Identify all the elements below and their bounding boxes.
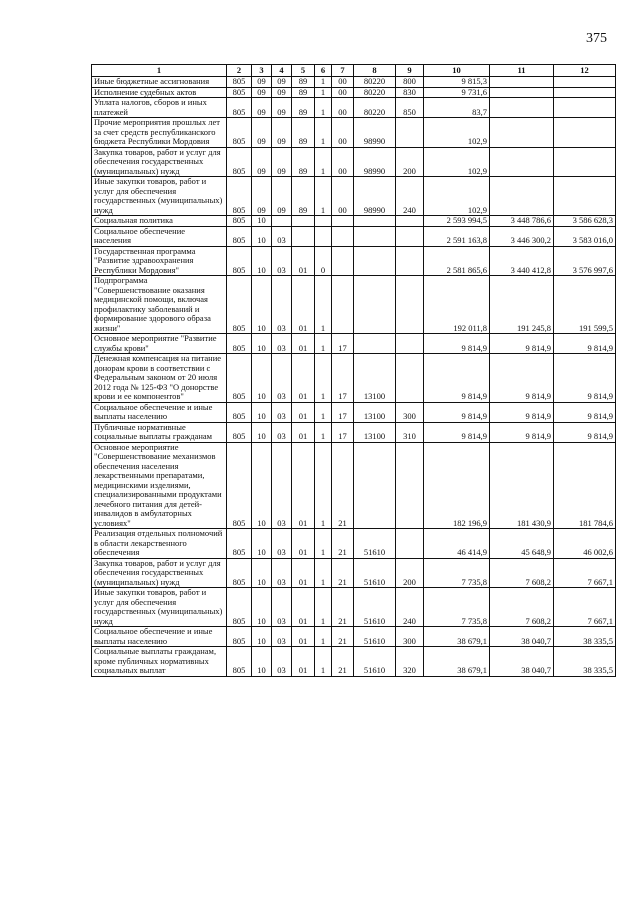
table-cell: 102,9 [424,118,490,148]
table-cell: 9 814,9 [554,422,616,442]
table-cell: 3 446 300,2 [490,226,554,246]
table-cell: 9 814,9 [554,354,616,403]
table-cell: 300 [396,402,424,422]
table-cell: 9 814,9 [490,402,554,422]
table-row [92,147,616,177]
table-cell: 21 [332,529,354,559]
table-cell [554,118,616,148]
table-cell: 80220 [354,98,396,118]
table-cell: 7 735,8 [424,558,490,588]
table-cell [332,276,354,334]
table-cell: 01 [292,354,315,403]
table-cell: 805 [227,246,252,276]
table-cell [396,334,424,354]
table-cell: 89 [292,177,315,216]
table-cell: 10 [252,627,272,647]
table-cell: 240 [396,177,424,216]
row-name-cell: Иные закупки товаров, работ и услуг для обеспечения государственных (муниципальных) нужд [92,177,227,216]
table-cell [396,354,424,403]
table-cell: 7 608,2 [490,588,554,627]
table-cell [354,334,396,354]
table-cell: 805 [227,529,252,559]
table-cell: 10 [252,529,272,559]
table-cell: 01 [292,529,315,559]
table-cell: 51610 [354,588,396,627]
column-header: 3 [252,65,272,77]
table-cell [354,442,396,529]
row-name-cell: Основное мероприятие "Развитие службы крови" [92,334,227,354]
table-cell: 3 586 628,3 [554,216,616,227]
table-cell: 00 [332,87,354,98]
table-cell: 3 440 412,8 [490,246,554,276]
table-cell: 89 [292,98,315,118]
table-cell [396,226,424,246]
table-row [92,87,616,98]
table-cell: 38 679,1 [424,627,490,647]
table-row [92,402,616,422]
table-cell: 09 [252,77,272,88]
table-cell: 01 [292,246,315,276]
table-row [92,98,616,118]
row-name-cell: Исполнение судебных актов [92,87,227,98]
table-cell: 10 [252,276,272,334]
table-cell: 38 040,7 [490,647,554,677]
table-cell: 01 [292,588,315,627]
table-cell: 10 [252,246,272,276]
table-cell: 21 [332,627,354,647]
table-cell [354,246,396,276]
table-cell: 98990 [354,118,396,148]
table-cell: 102,9 [424,177,490,216]
table-cell: 1 [315,558,332,588]
table-cell: 03 [272,558,292,588]
table-cell [396,246,424,276]
table-cell: 9 814,9 [490,354,554,403]
table-cell: 240 [396,588,424,627]
table-cell [354,276,396,334]
table-cell: 2 593 994,5 [424,216,490,227]
row-name-cell: Социальная политика [92,216,227,227]
column-header: 10 [424,65,490,77]
table-cell: 1 [315,442,332,529]
column-header: 8 [354,65,396,77]
table-cell: 7 735,8 [424,588,490,627]
table-cell: 09 [272,118,292,148]
row-name-cell: Социальное обеспечение и иные выплаты населению [92,627,227,647]
table-cell [396,216,424,227]
table-cell: 21 [332,558,354,588]
table-cell: 9 814,9 [490,334,554,354]
table-row [92,226,616,246]
table-cell: 1 [315,422,332,442]
table-cell [554,98,616,118]
table-cell: 9 814,9 [424,422,490,442]
table-cell: 1 [315,354,332,403]
table-cell: 805 [227,402,252,422]
table-cell: 03 [272,627,292,647]
table-cell: 200 [396,558,424,588]
table-cell [490,177,554,216]
table-cell: 09 [252,118,272,148]
table-cell: 10 [252,226,272,246]
table-cell: 89 [292,87,315,98]
table-cell: 80220 [354,87,396,98]
table-cell: 1 [315,588,332,627]
table-cell: 805 [227,558,252,588]
table-cell: 03 [272,442,292,529]
table-cell [490,118,554,148]
table-cell: 805 [227,87,252,98]
table-cell: 1 [315,118,332,148]
table-cell: 805 [227,147,252,177]
table-cell: 00 [332,98,354,118]
table-cell: 850 [396,98,424,118]
table-cell [554,87,616,98]
table-cell: 805 [227,647,252,677]
column-header: 7 [332,65,354,77]
table-cell: 1 [315,177,332,216]
table-cell: 10 [252,558,272,588]
row-name-cell: Иные закупки товаров, работ и услуг для обеспечения государственных (муниципальных) нужд [92,588,227,627]
table-cell [354,226,396,246]
table-cell: 17 [332,334,354,354]
table-cell: 01 [292,334,315,354]
column-header: 2 [227,65,252,77]
table-cell: 80220 [354,77,396,88]
table-cell: 38 679,1 [424,647,490,677]
table-cell: 01 [292,558,315,588]
table-cell: 00 [332,77,354,88]
table-cell [315,216,332,227]
table-cell: 46 002,6 [554,529,616,559]
table-cell: 09 [272,147,292,177]
table-cell: 09 [272,98,292,118]
table-cell: 9 814,9 [424,334,490,354]
table-cell: 51610 [354,558,396,588]
table-cell: 10 [252,402,272,422]
table-cell: 98990 [354,147,396,177]
table-cell: 1 [315,77,332,88]
column-header: 11 [490,65,554,77]
table-cell: 03 [272,246,292,276]
table-cell: 01 [292,627,315,647]
row-name-cell: Публичные нормативные социальные выплаты гражданам [92,422,227,442]
table-cell: 38 040,7 [490,627,554,647]
table-cell: 0 [315,246,332,276]
table-cell [396,442,424,529]
table-cell: 09 [272,177,292,216]
table-cell [490,147,554,177]
table-cell: 10 [252,588,272,627]
column-header: 1 [92,65,227,77]
table-cell: 102,9 [424,147,490,177]
table-cell: 181 784,6 [554,442,616,529]
table-cell: 320 [396,647,424,677]
column-header: 5 [292,65,315,77]
table-cell: 00 [332,177,354,216]
table-cell: 9 814,9 [424,354,490,403]
table-cell: 09 [252,87,272,98]
row-name-cell: Прочие мероприятия прошлых лет за счет средств республиканского бюджета Республики Мордовия [92,118,227,148]
table-cell: 38 335,5 [554,647,616,677]
table-row [92,216,616,227]
table-cell: 03 [272,226,292,246]
table-cell: 191 245,8 [490,276,554,334]
table-cell: 10 [252,647,272,677]
table-cell: 01 [292,442,315,529]
row-name-cell: Иные бюджетные ассигнования [92,77,227,88]
table-cell: 21 [332,442,354,529]
table-cell: 1 [315,627,332,647]
table-cell [490,77,554,88]
table-cell: 21 [332,588,354,627]
table-row [92,177,616,216]
table-cell [554,147,616,177]
table-cell [332,216,354,227]
table-cell: 181 430,9 [490,442,554,529]
row-name-cell: Подпрограмма "Совершенствование оказания медицинской помощи, включая профилактику заболеваний и формирование здорового образа жизни" [92,276,227,334]
table-cell: 1 [315,276,332,334]
table-cell: 805 [227,98,252,118]
table-cell: 9 814,9 [554,402,616,422]
table-row [92,558,616,588]
table-cell: 01 [292,422,315,442]
table-row [92,118,616,148]
table-cell: 805 [227,334,252,354]
table-row [92,442,616,529]
table-cell: 89 [292,118,315,148]
table-cell: 21 [332,647,354,677]
table-cell: 9 731,6 [424,87,490,98]
table-cell: 38 335,5 [554,627,616,647]
row-name-cell: Закупка товаров, работ и услуг для обеспечения государственных (муниципальных) нужд [92,147,227,177]
table-row [92,627,616,647]
table-row [92,77,616,88]
table-cell: 89 [292,147,315,177]
table-row [92,334,616,354]
table-cell: 09 [252,98,272,118]
table-cell: 805 [227,422,252,442]
table-cell [332,246,354,276]
table-cell: 805 [227,627,252,647]
page-number: 375 [586,31,607,46]
table-cell: 51610 [354,627,396,647]
table-cell: 1 [315,98,332,118]
table-cell: 00 [332,118,354,148]
table-cell: 09 [272,87,292,98]
table-cell: 9 815,3 [424,77,490,88]
table-cell: 2 591 163,8 [424,226,490,246]
table-cell: 51610 [354,529,396,559]
table-cell: 191 599,5 [554,276,616,334]
table-cell: 7 667,1 [554,558,616,588]
table-cell: 13100 [354,354,396,403]
column-header: 9 [396,65,424,77]
table-cell: 01 [292,647,315,677]
table-cell: 1 [315,334,332,354]
table-cell: 10 [252,422,272,442]
table-cell: 805 [227,177,252,216]
table-cell: 10 [252,216,272,227]
table-cell: 200 [396,147,424,177]
table-cell: 9 814,9 [424,402,490,422]
table-cell [354,216,396,227]
table-cell: 805 [227,276,252,334]
table-cell: 805 [227,226,252,246]
table-cell [315,226,332,246]
table-cell: 17 [332,354,354,403]
table-cell: 9 814,9 [554,334,616,354]
table-cell: 805 [227,216,252,227]
table-cell: 7 608,2 [490,558,554,588]
table-cell: 1 [315,529,332,559]
table-cell: 98990 [354,177,396,216]
table-cell: 17 [332,402,354,422]
table-row [92,529,616,559]
table-cell: 09 [252,177,272,216]
table-cell: 83,7 [424,98,490,118]
row-name-cell: Денежная компенсация на питание донорам крови в соответствии с Федеральным законом от 20 июля 2012 года № 125-ФЗ "О донорстве крови и ее компонентов" [92,354,227,403]
table-cell: 10 [252,354,272,403]
table-cell: 09 [252,147,272,177]
row-name-cell: Реализация отдельных полномочий в области лекарственного обеспечения [92,529,227,559]
table-cell [292,226,315,246]
table-cell: 03 [272,529,292,559]
table-cell: 03 [272,588,292,627]
budget-table [91,64,616,677]
header-row [92,65,616,77]
table-cell: 01 [292,276,315,334]
table-cell: 3 576 997,6 [554,246,616,276]
table-cell [292,216,315,227]
table-cell [332,226,354,246]
table-cell: 1 [315,87,332,98]
table-cell: 51610 [354,647,396,677]
table-cell: 89 [292,77,315,88]
table-cell [490,98,554,118]
table-cell: 13100 [354,422,396,442]
row-name-cell: Государственная программа "Развитие здравоохранения Республики Мордовия" [92,246,227,276]
table-cell: 09 [272,77,292,88]
row-name-cell: Основное мероприятие "Совершенствование механизмов обеспечения населения лекарственными препаратами, медицинскими изделиями, специализированными продуктами лечебного питания для детей-инвалидов в амбулаторных условиях" [92,442,227,529]
table-cell: 03 [272,422,292,442]
row-name-cell: Социальное обеспечение населения [92,226,227,246]
table-cell: 800 [396,77,424,88]
table-cell: 17 [332,422,354,442]
table-cell: 13100 [354,402,396,422]
table-cell: 805 [227,118,252,148]
table-cell: 1 [315,402,332,422]
table-cell: 03 [272,276,292,334]
table-row [92,276,616,334]
table-row [92,246,616,276]
table-cell: 7 667,1 [554,588,616,627]
table-cell: 46 414,9 [424,529,490,559]
table-cell: 2 581 865,6 [424,246,490,276]
table-cell: 182 196,9 [424,442,490,529]
table-cell: 805 [227,354,252,403]
table-cell: 01 [292,402,315,422]
table-cell: 03 [272,647,292,677]
table-cell: 1 [315,647,332,677]
table-cell: 805 [227,77,252,88]
row-name-cell: Социальное обеспечение и иные выплаты населению [92,402,227,422]
table-cell [396,529,424,559]
table-cell [554,177,616,216]
row-name-cell: Социальные выплаты гражданам, кроме публичных нормативных социальных выплат [92,647,227,677]
table-cell: 805 [227,588,252,627]
table-row [92,647,616,677]
table-cell [272,216,292,227]
table-cell: 10 [252,442,272,529]
row-name-cell: Уплата налогов, сборов и иных платежей [92,98,227,118]
table-cell: 300 [396,627,424,647]
table-cell [396,118,424,148]
table-cell: 1 [315,147,332,177]
table-cell: 9 814,9 [490,422,554,442]
table-cell [554,77,616,88]
table-cell: 830 [396,87,424,98]
table-cell: 45 648,9 [490,529,554,559]
table-cell: 03 [272,354,292,403]
table-row [92,422,616,442]
table-cell [396,276,424,334]
table-cell: 3 448 786,6 [490,216,554,227]
table-cell: 3 583 016,0 [554,226,616,246]
table-cell [490,87,554,98]
column-header: 6 [315,65,332,77]
table-row [92,354,616,403]
table-cell: 310 [396,422,424,442]
table-cell: 00 [332,147,354,177]
table-cell: 03 [272,402,292,422]
table-cell: 192 011,8 [424,276,490,334]
column-header: 12 [554,65,616,77]
table-cell: 805 [227,442,252,529]
table-cell: 03 [272,334,292,354]
table-row [92,588,616,627]
row-name-cell: Закупка товаров, работ и услуг для обеспечения государственных (муниципальных) нужд [92,558,227,588]
column-header: 4 [272,65,292,77]
table-cell: 10 [252,334,272,354]
